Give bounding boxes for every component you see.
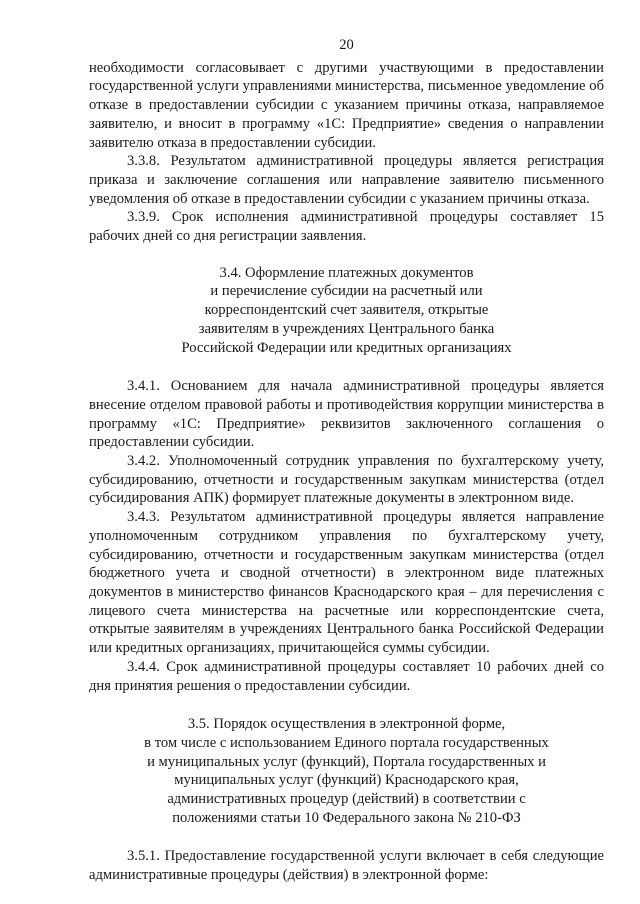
paragraph-continuation: необходимости согласовывает с другими участвующими в предоставлении государственной услуги управлениями министерства, письменное уведомление об отказе в предоставлении субсидии с указанием причины отказа, направляемое заявителю, и вносит в программу «1С: Предприятие» сведения о направлении заявителю отказа в предоставлении субсидии.: [89, 59, 604, 151]
heading-line: и перечисление субсидии на расчетный или: [210, 283, 483, 300]
paragraph-3-4-1: 3.4.1. Основанием для начала административной процедуры является внесение отделом правовой работы и противодействия коррупции министерства в программу «1С: Предприятие» реквизитов заключенного соглашения о предоставлении субсидии.: [89, 378, 604, 451]
paragraph-3-4-2: 3.4.2. Уполномоченный сотрудник управления по бухгалтерскому учету, субсидированию, отчетности и государственным закупкам министерства (отдел субсидирования АПК) формирует платежные документы в электронном виде.: [89, 453, 604, 507]
section-heading-3-4: [89, 264, 604, 358]
spacer: [89, 827, 604, 847]
heading-line: 3.5. Порядок осуществления в электронной форме,: [187, 716, 506, 733]
heading-line: муниципальных услуг (функций) Краснодарского края,: [174, 772, 519, 789]
paragraph-3-4-4: 3.4.4. Срок административной процедуры составляет 10 рабочих дней со дня принятия решения о предоставлении субсидии.: [89, 658, 604, 694]
heading-line: 3.4. Оформление платежных документов: [219, 264, 474, 281]
spacer: [89, 357, 604, 377]
spacer: [89, 246, 604, 264]
heading-line: и муниципальных услуг (функций), Портала государственных и: [147, 753, 546, 770]
heading-line: административных процедур (действий) в соответствии с: [167, 791, 526, 808]
paragraph-3-3-8: 3.3.8. Результатом административной процедуры является регистрация приказа и заключение соглашения или направление заявителю письменного уведомления об отказе в предоставлении субсидии с указанием причины отказа.: [89, 153, 604, 207]
paragraph-3-3-9: 3.3.9. Срок исполнения административной процедуры составляет 15 рабочих дней со дня регистрации заявления.: [89, 209, 604, 245]
paragraph-3-5-1: 3.5.1. Предоставление государственной услуги включает в себя следующие административные процедуры (действия) в электронной форме:: [89, 848, 604, 884]
page-number: 20: [339, 37, 354, 53]
section-heading-3-5: [89, 715, 604, 827]
heading-line: в том числе с использованием Единого портала государственных: [144, 734, 549, 751]
spacer: [89, 695, 604, 715]
paragraph-3-4-3: 3.4.3. Результатом административной процедуры является направление уполномоченным сотрудником управления по бухгалтерскому учету, субсидированию, отчетности и государственным закупкам министерства (отдел бюджетного учета и сводной отчетности) в электронном виде платежных документов в министерство финансов Краснодарского края – для перечисления с лицевого счета министерства на расчетные или корреспондентские счета, открытые заявителям в учреждениях Центрального банка Российской Федерации или кредитных организациях, причитающейся суммы субсидии.: [89, 509, 604, 657]
heading-line: Российской Федерации или кредитных организациях: [181, 339, 512, 356]
heading-line: положениями статьи 10 Федерального закона № 210-ФЗ: [172, 809, 521, 826]
heading-line: корреспондентский счет заявителя, открытые: [204, 302, 489, 319]
heading-line: заявителям в учреждениях Центрального банка: [198, 320, 495, 337]
